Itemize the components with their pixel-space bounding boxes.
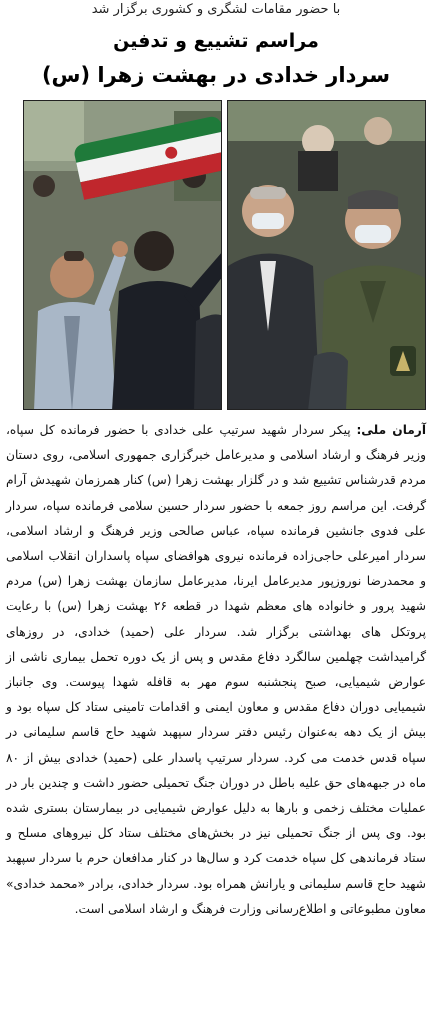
officials-seated-photo [227,100,426,410]
article-body [6,418,426,922]
article-source-lead: آرمان ملی: [356,423,427,437]
article-kicker: با حضور مقامات لشگری و کشوری برگزار شد [91,2,341,17]
headline-line-2: سردار خدادی در بهشت زهرا (س) [41,63,391,87]
headline-line-1: مراسم تشییع و تدفین [113,30,319,52]
officials-seated-illustration [228,101,426,410]
funeral-procession-photo [23,100,222,410]
article-body-text: پیکر سردار شهید سرتیپ علی خدادی با حضور فرمانده کل سپاه، وزیر فرهنگ و ارشاد اسلامی و مدیرعامل خبرگزاری جمهوری اسلامی، روی دستان مردم قدرشناس تشییع شد و در گلزار بهشت زهرا (س) کنار همرزمان شهیدش آرام گرفت. این مراسم روز جمعه با حضور سردار حسین سلامی فرمانده سپاه، سردار علی فدوی جانشین فرمانده سپاه، عباس صالحی وزیر فرهنگ و ارشاد اسلامی، سردار امیرعلی حاجی‌زاده فرمانده نیروی هوافضای سپاه پاسداران انقلاب اسلامی و محمدرضا نوروزپور مدیرعامل ایرنا، مدیرعامل سازمان بهشت زهرا (س) مردم شهید پرور و خانواده های معظم شهدا در قطعه ۲۶ بهشت زهرا (س) با رعایت پروتکل های بهداشتی برگزار شد. سردار علی (حمید) خدادی، در روزهای گرامیداشت چهلمین سالگرد دفاع مقدس و پس از یک دوره تحمل بیماری ناشی از عوارض شیمیایی، صبح پنجشنبه سوم مهر به قافله شهدا پیوست. وی جانباز شیمیایی دوران دفاع مقدس و معاون ایمنی و اقدامات تامینی ستاد کل سپاه بود و بیش از یک دهه به‌عنوان رئیس دفتر سردار سپهبد شهید حاج قاسم سلیمانی در سپاه قدس خدمت می کرد. سردار سرتیپ پاسدار علی (حمید) خدادی بیش از ۸۰ ماه در جبهه‌های حق علیه باطل در دوران جنگ تحمیلی حضور داشت و چندین بار در عملیات مختلف زخمی و بارها به دلیل عوارض شیمیایی در بیمارستان بستری شده بود. وی پس از جنگ تحمیلی نیز در بخش‌های مختلف ستاد کل نیروهای مسلح و ستاد فرماندهی کل سپاه خدمت کرد و سال‌ها در کنار مدافعان حرم با سردار سپهبد شهید حاج قاسم سلیمانی و یارانش همراه بود. سردار خدادی، برادر «محمد خدادی» معاون مطبوعاتی و اطلاع‌رسانی وزارت فرهنگ و ارشاد اسلامی است. [6,423,426,916]
funeral-procession-illustration [24,101,222,410]
